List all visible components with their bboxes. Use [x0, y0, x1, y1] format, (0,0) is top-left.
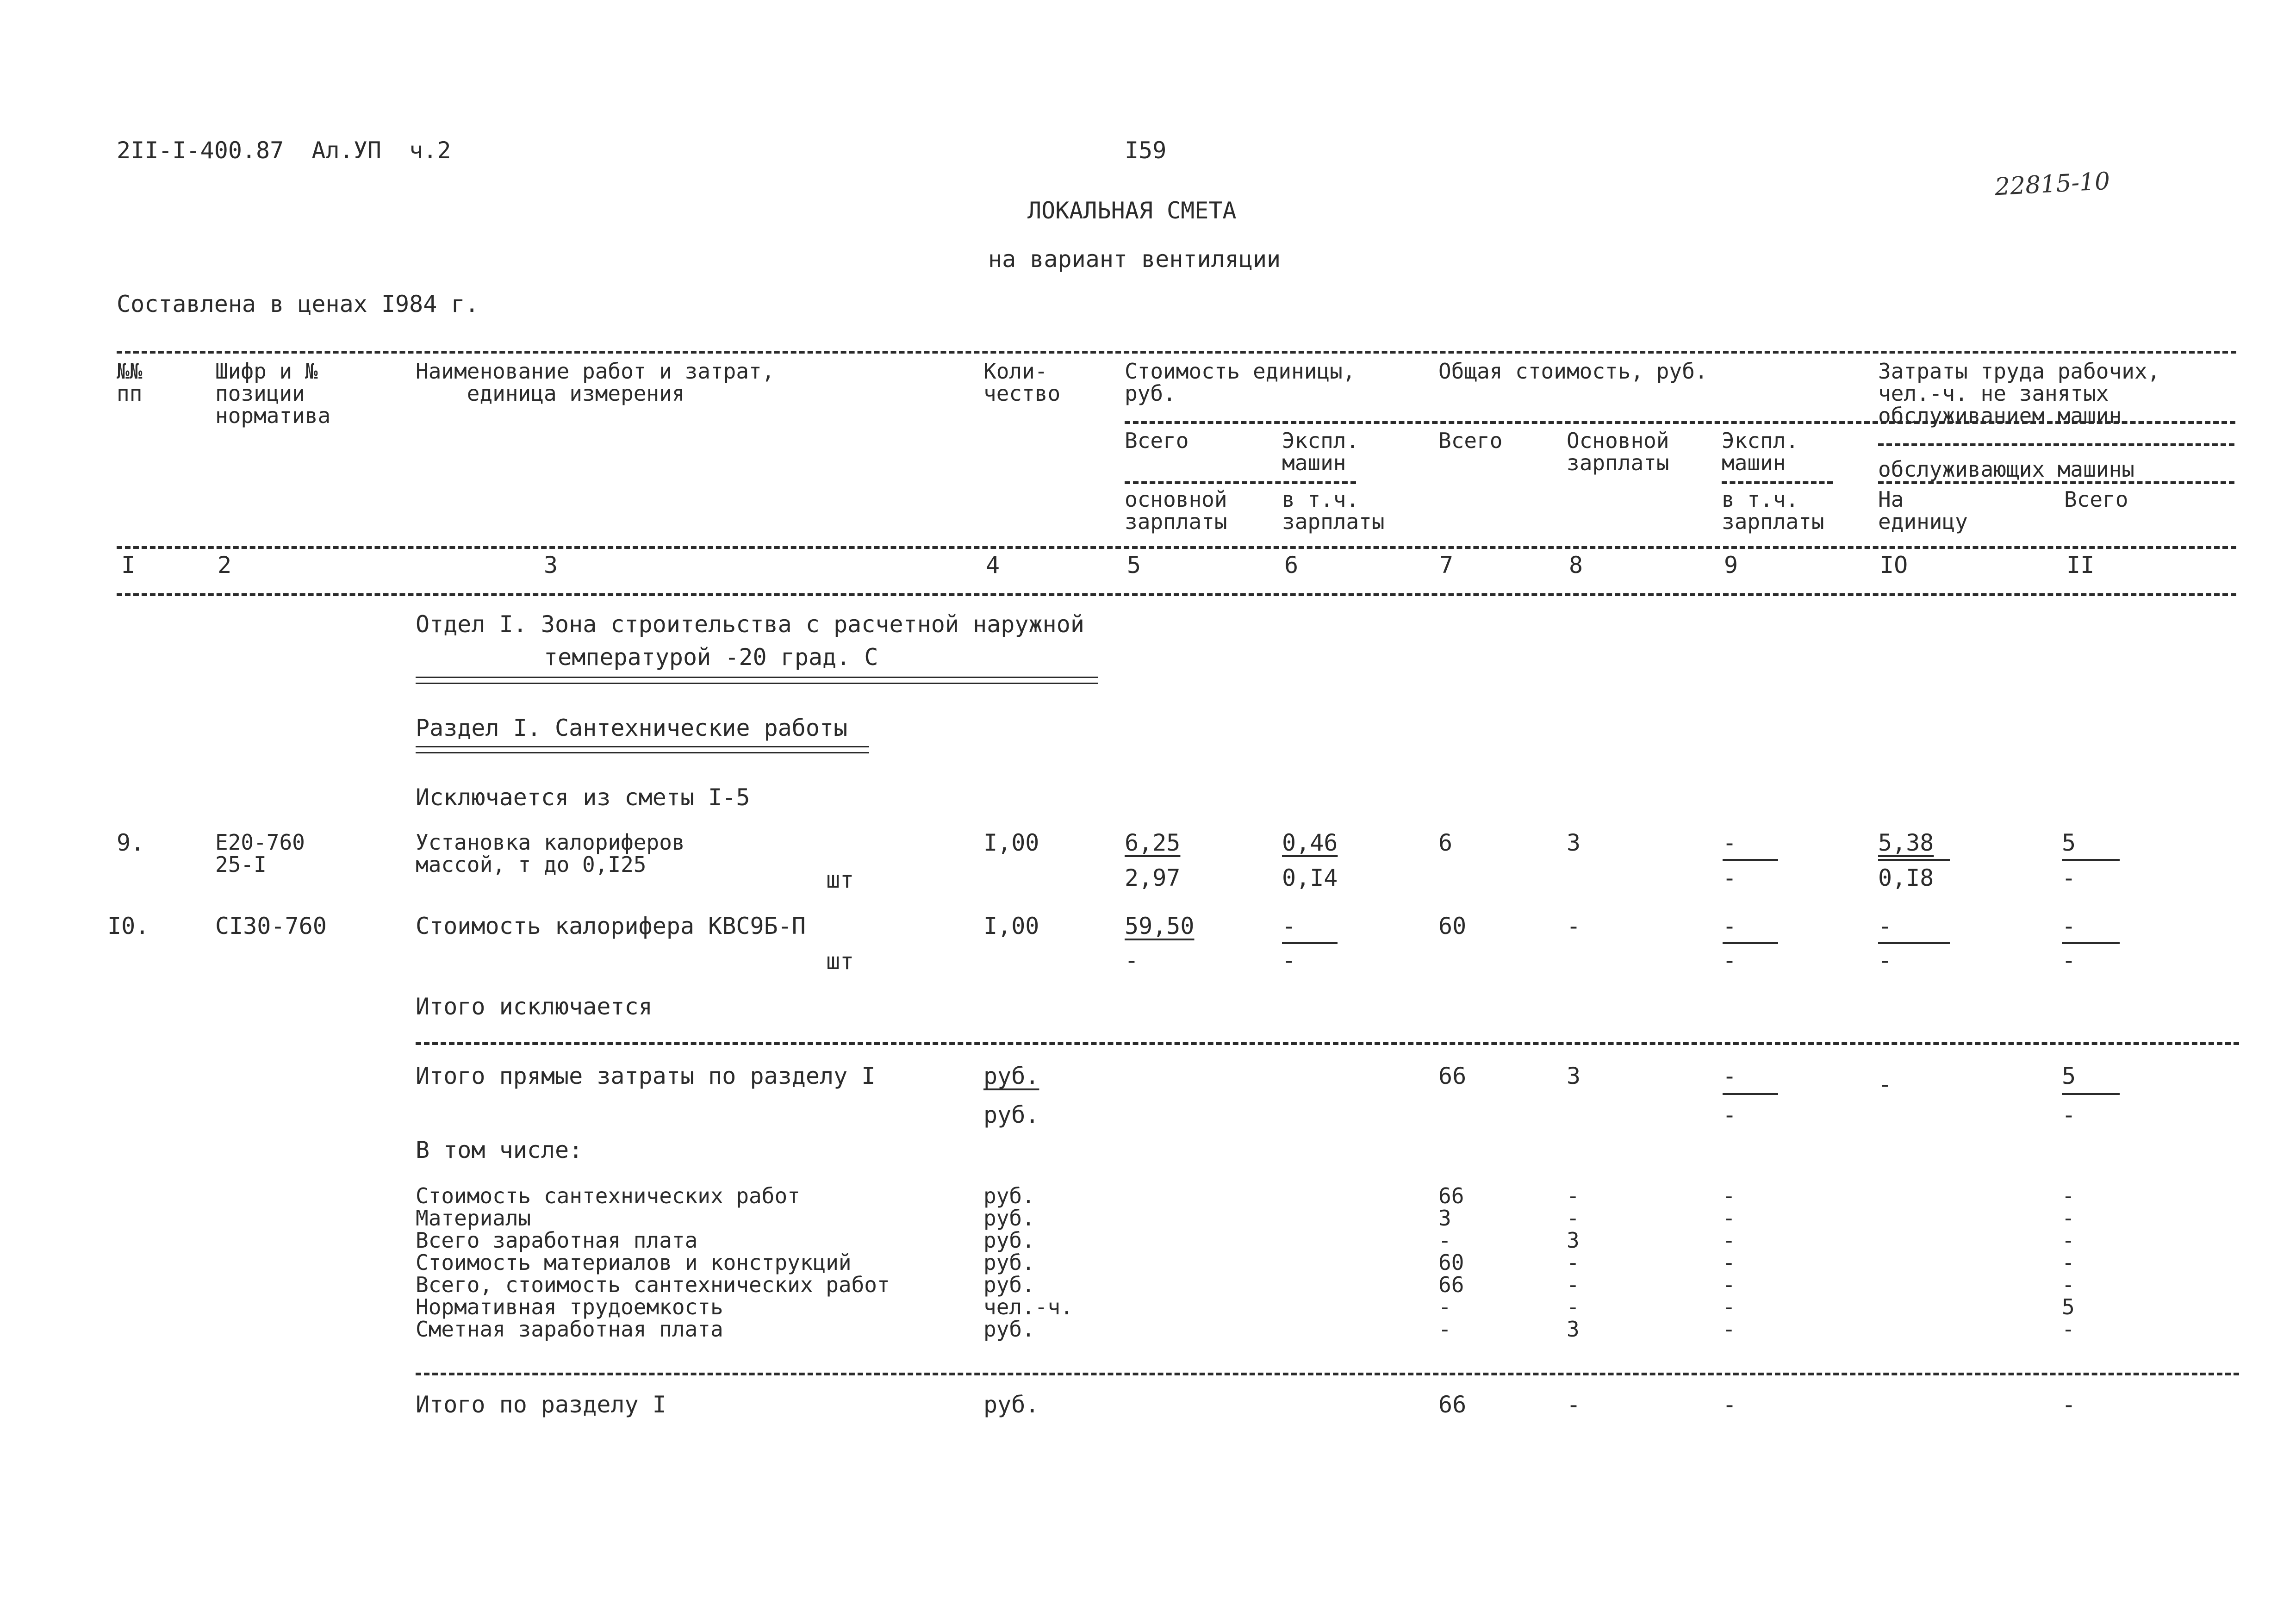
row9-qty: I,00 [983, 829, 1039, 856]
row10-c5-top: 59,50 [1125, 913, 1195, 939]
header-bottom-rule [117, 593, 2236, 596]
header-col-code: Шифр и № позиции норматива [215, 359, 331, 428]
excluded-total-rule [416, 1042, 2239, 1045]
header-sub-rule-2 [1722, 481, 1833, 484]
breakdown-units: руб. руб. руб. руб. руб. чел.-ч. руб. [983, 1183, 1073, 1342]
row10-unit: шт [826, 948, 854, 975]
breakdown-c11: - - - - - 5 - [2062, 1183, 2075, 1342]
header-vsego-labor: Всего [2064, 487, 2128, 512]
row10-c8: - [1567, 913, 1581, 939]
breakdown-c8: - - 3 - - - 3 [1567, 1183, 1580, 1342]
row10-c6-bot: - [1282, 947, 1296, 974]
header-ekspl-total: Экспл. машин [1722, 428, 1799, 475]
row9-c10-rule [1878, 859, 1950, 861]
row10-c11-top: - [2062, 913, 2076, 939]
row9-c6-top: 0,46 [1282, 829, 1338, 856]
col-num-8: 8 [1569, 552, 1583, 578]
row10-c10-bot: - [1878, 947, 1892, 974]
header-vsego: Всего [1125, 428, 1189, 453]
header-labor: Затраты труда рабочих, чел.-ч. не занятых обслуживанием машин [1878, 359, 2160, 428]
header-na-edinitsu: На единицу [1878, 487, 1968, 534]
direct-costs-c8: 3 [1567, 1063, 1581, 1089]
excluded-total: Итого исключается [416, 993, 653, 1020]
direct-costs-c10-top: - [1878, 1071, 1892, 1098]
col-num-9: 9 [1724, 552, 1738, 578]
row10-name: Стоимость калорифера КВС9Б-П [416, 913, 806, 939]
header-col-quantity: Коли- чество [983, 359, 1061, 406]
row10-code: СI30-760 [215, 913, 327, 939]
excluded-heading: Исключается из сметы I-5 [416, 784, 750, 811]
row9-c10-top: 5,38 [1878, 829, 1934, 856]
direct-costs-c11-top: 5 [2062, 1063, 2076, 1089]
row9-c9-rule [1723, 859, 1778, 861]
direct-costs-label: Итого прямые затраты по разделу I [416, 1063, 876, 1089]
row9-c7: 6 [1438, 829, 1453, 856]
direct-costs-c9-top: - [1723, 1063, 1737, 1089]
direct-costs-c7: 66 [1438, 1063, 1467, 1089]
document-code: 2II-I-400.87 Ал.УП ч.2 [117, 137, 451, 164]
header-top-rule [117, 351, 2236, 354]
section-total-unit: руб. [983, 1391, 1039, 1418]
row10-c6-top: - [1282, 913, 1296, 939]
header-osnovnoy-zarplaty: основной зарплаты [1125, 487, 1227, 534]
section-double-underline [416, 746, 869, 753]
row9-c11-bot: - [2062, 864, 2076, 891]
header-vtch-zarplaty: в т.ч. зарплаты [1282, 487, 1385, 534]
row9-c8: 3 [1567, 829, 1581, 856]
col-num-4: 4 [986, 552, 1000, 578]
col-num-11: II [2066, 552, 2095, 578]
row10-c9-rule [1723, 942, 1778, 944]
section-total-c8: - [1567, 1391, 1581, 1418]
col-num-6: 6 [1284, 552, 1299, 578]
col-num-5: 5 [1127, 552, 1141, 578]
breakdown-labels: Стоимость сантехнических работ Материалы Всего заработная плата Стоимость материалов и конструкций Всего, стоимость сантехнических работ Нормативная трудоемкость Сметная заработная плата [416, 1183, 890, 1342]
section-total-rule [416, 1373, 2239, 1375]
direct-costs-c9-bot: - [1723, 1101, 1737, 1128]
row9-number: 9. [117, 829, 145, 856]
row10-qty: I,00 [983, 913, 1039, 939]
section-total-c9: - [1723, 1391, 1737, 1418]
header-col-name: Наименование работ и затрат, единица измерения [416, 359, 775, 406]
row10-number: I0. [107, 913, 149, 939]
row10-c6-rule [1282, 942, 1338, 944]
prices-note: Составлена в ценах I984 г. [117, 291, 479, 317]
breakdown-c7: 66 3 - 60 66 - - [1438, 1183, 1464, 1342]
department-title-line1: Отдел I. Зона строительства с расчетной наружной [416, 611, 1084, 638]
header-sub-rule [1125, 481, 1356, 484]
row9-c9-bot: - [1723, 864, 1737, 891]
row9-name: Установка калориферов массой, т до 0,I25 [416, 830, 685, 877]
row9-c5-bot: 2,97 [1125, 864, 1181, 891]
row10-c7: 60 [1438, 913, 1467, 939]
section-total-c11: - [2062, 1391, 2076, 1418]
row9-c5-top: 6,25 [1125, 829, 1181, 856]
including-label: В том числе: [416, 1137, 583, 1163]
row9-c11-rule [2062, 859, 2120, 861]
header-col-number: №№ пп [117, 359, 143, 406]
document-subtitle: на вариант вентиляции [988, 246, 1281, 273]
document-title: ЛОКАЛЬНАЯ СМЕТА [1027, 197, 1237, 224]
header-vtch-total: в т.ч. зарплаты [1722, 487, 1824, 534]
header-osnovnoy-total: Основной зарплаты [1567, 428, 1669, 475]
section-title: Раздел I. Сантехнические работы [416, 715, 848, 741]
col-num-1: I [121, 552, 136, 578]
header-ekspl-mashin: Экспл. машин [1282, 428, 1359, 475]
direct-costs-c11-rule [2062, 1093, 2120, 1095]
row9-c9-top: - [1723, 829, 1737, 856]
row9-c6-bot: 0,I4 [1282, 864, 1338, 891]
header-mid-rule [1125, 421, 2235, 424]
labor-sub-rule-2 [1878, 481, 2234, 484]
row10-c9-bot: - [1723, 947, 1737, 974]
section-total-label: Итого по разделу I [416, 1391, 666, 1418]
header-vsego-total: Всего [1438, 428, 1503, 453]
row10-c5-bot: - [1125, 947, 1139, 974]
header-labor-sub: обслуживающих машины [1878, 457, 2134, 482]
header-total-cost: Общая стоимость, руб. [1438, 359, 1708, 384]
direct-costs-c9-rule [1723, 1093, 1778, 1095]
row9-c10-bot: 0,I8 [1878, 864, 1934, 891]
labor-sub-rule [1878, 443, 2234, 446]
col-num-3: 3 [544, 552, 558, 578]
row9-c11-top: 5 [2062, 829, 2076, 856]
row10-c10-rule [1878, 942, 1950, 944]
row10-c9-top: - [1723, 913, 1737, 939]
section-total-c7: 66 [1438, 1391, 1467, 1418]
page-number: I59 [1125, 137, 1167, 164]
direct-costs-c11-bot: - [2062, 1101, 2076, 1128]
row9-code: Е20-760 25-I [215, 830, 305, 877]
header-unit-cost: Стоимость единицы, руб. [1125, 359, 1356, 406]
row10-c11-rule [2062, 942, 2120, 944]
row10-c10-top: - [1878, 913, 1892, 939]
department-double-underline [416, 677, 1098, 684]
handwritten-number: 22815-10 [1994, 167, 2111, 201]
col-num-7: 7 [1439, 552, 1454, 578]
direct-costs-unit-top: руб. [983, 1063, 1039, 1089]
row9-unit: шт [826, 866, 854, 893]
row10-c11-bot: - [2062, 947, 2076, 974]
col-num-2: 2 [218, 552, 232, 578]
col-num-10: IO [1880, 552, 1908, 578]
header-numbers-top-rule [117, 546, 2236, 549]
department-title-line2: температурой -20 град. С [544, 644, 878, 671]
breakdown-c9: - - - - - - - [1723, 1183, 1736, 1342]
direct-costs-unit-bot: руб. [983, 1101, 1039, 1128]
